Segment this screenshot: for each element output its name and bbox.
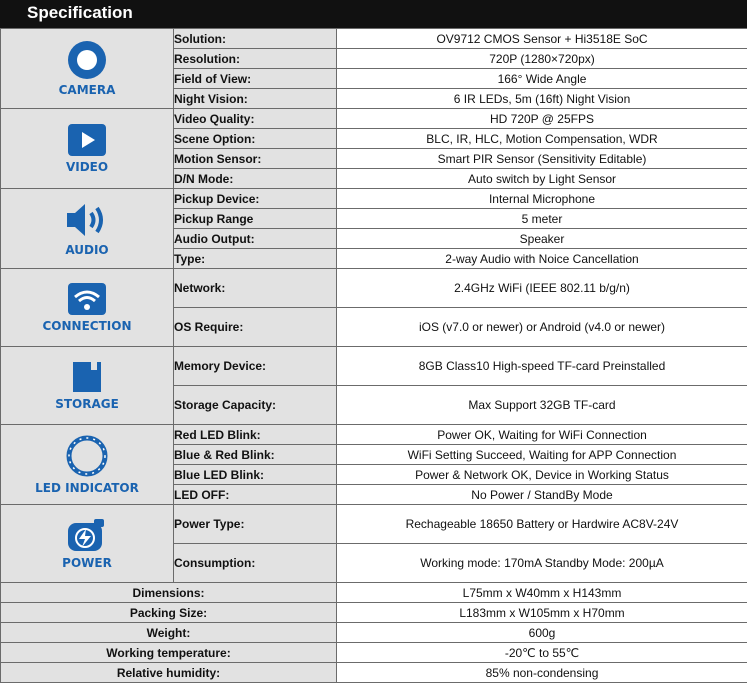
- spec-label: Night Vision:: [174, 89, 337, 109]
- spec-label: Consumption:: [174, 544, 337, 583]
- wifi-icon: [1, 282, 173, 316]
- spec-label: Audio Output:: [174, 229, 337, 249]
- spec-label: Field of View:: [174, 69, 337, 89]
- spec-row: [1, 347, 747, 386]
- spec-row: [1, 269, 747, 308]
- category-cell: [1, 29, 174, 109]
- spec-label: Blue LED Blink:: [174, 465, 337, 485]
- spec-value: Speaker: [337, 229, 747, 249]
- spec-label: Network:: [174, 269, 337, 308]
- general-row: [1, 583, 747, 603]
- spec-label: Storage Capacity:: [174, 386, 337, 425]
- spec-value: 5 meter: [337, 209, 747, 229]
- category-cell: [1, 189, 174, 269]
- spec-row: [1, 425, 747, 445]
- page-title: Specification: [27, 3, 133, 23]
- spec-value: Max Support 32GB TF-card: [337, 386, 747, 425]
- category-label: STORAGE: [1, 397, 173, 411]
- spec-label: Solution:: [174, 29, 337, 49]
- spec-row: [1, 29, 747, 49]
- spec-value: HD 720P @ 25FPS: [337, 109, 747, 129]
- spec-value: 600g: [337, 623, 747, 643]
- general-row: [1, 603, 747, 623]
- spec-value: iOS (v7.0 or newer) or Android (v4.0 or newer): [337, 308, 747, 347]
- spec-value: Internal Microphone: [337, 189, 747, 209]
- spec-value: 85% non-condensing: [337, 663, 747, 683]
- spec-row: [1, 109, 747, 129]
- category-cell: [1, 425, 174, 505]
- spec-label: Power Type:: [174, 505, 337, 544]
- spec-label: LED OFF:: [174, 485, 337, 505]
- spec-label: Resolution:: [174, 49, 337, 69]
- spec-label: Scene Option:: [174, 129, 337, 149]
- led-ring-icon: [1, 434, 173, 478]
- spec-label: Dimensions:: [1, 583, 337, 603]
- category-cell: [1, 269, 174, 347]
- spec-value: 2.4GHz WiFi (IEEE 802.11 b/g/n): [337, 269, 747, 308]
- battery-icon: [1, 517, 173, 553]
- spec-value: Auto switch by Light Sensor: [337, 169, 747, 189]
- general-row: [1, 643, 747, 663]
- spec-value: 2-way Audio with Noice Cancellation: [337, 249, 747, 269]
- spec-value: 6 IR LEDs, 5m (16ft) Night Vision: [337, 89, 747, 109]
- spec-value: BLC, IR, HLC, Motion Compensation, WDR: [337, 129, 747, 149]
- category-label: LED INDICATOR: [1, 481, 173, 495]
- spec-label: D/N Mode:: [174, 169, 337, 189]
- category-label: CAMERA: [1, 83, 173, 97]
- spec-value: WiFi Setting Succeed, Waiting for APP Connection: [337, 445, 747, 465]
- spec-value: 720P (1280×720px): [337, 49, 747, 69]
- spec-label: Pickup Device:: [174, 189, 337, 209]
- spec-label: Relative humidity:: [1, 663, 337, 683]
- general-row: [1, 663, 747, 683]
- spec-label: Video Quality:: [174, 109, 337, 129]
- spec-label: Type:: [174, 249, 337, 269]
- spec-label: Memory Device:: [174, 347, 337, 386]
- spec-value: Power OK, Waiting for WiFi Connection: [337, 425, 747, 445]
- spec-value: No Power / StandBy Mode: [337, 485, 747, 505]
- spec-header: [0, 0, 747, 28]
- spec-row: [1, 505, 747, 544]
- category-cell: [1, 505, 174, 583]
- spec-value: 8GB Class10 High-speed TF-card Preinstalled: [337, 347, 747, 386]
- category-label: CONNECTION: [1, 319, 173, 333]
- spec-label: OS Require:: [174, 308, 337, 347]
- spec-label: Pickup Range: [174, 209, 337, 229]
- category-label: AUDIO: [1, 243, 173, 257]
- spec-value: -20℃ to 55℃: [337, 643, 747, 663]
- category-label: POWER: [1, 556, 173, 570]
- play-icon: [1, 123, 173, 157]
- spec-value: Rechageable 18650 Battery or Hardwire AC8V-24V: [337, 505, 747, 544]
- spec-label: Weight:: [1, 623, 337, 643]
- spec-label: Red LED Blink:: [174, 425, 337, 445]
- category-cell: [1, 347, 174, 425]
- spec-value: L75mm x W40mm x H143mm: [337, 583, 747, 603]
- speaker-icon: [1, 200, 173, 240]
- spec-label: Blue & Red Blink:: [174, 445, 337, 465]
- camera-icon: [1, 40, 173, 80]
- spec-table: [0, 28, 747, 683]
- spec-label: Working temperature:: [1, 643, 337, 663]
- spec-label: Motion Sensor:: [174, 149, 337, 169]
- category-cell: [1, 109, 174, 189]
- spec-value: Power & Network OK, Device in Working Status: [337, 465, 747, 485]
- spec-value: OV9712 CMOS Sensor + Hi3518E SoC: [337, 29, 747, 49]
- spec-value: Working mode: 170mA Standby Mode: 200µA: [337, 544, 747, 583]
- memory-card-icon: [1, 360, 173, 394]
- category-label: VIDEO: [1, 160, 173, 174]
- general-row: [1, 623, 747, 643]
- spec-value: Smart PIR Sensor (Sensitivity Editable): [337, 149, 747, 169]
- spec-value: L183mm x W105mm x H70mm: [337, 603, 747, 623]
- spec-row: [1, 189, 747, 209]
- spec-label: Packing Size:: [1, 603, 337, 623]
- spec-value: 166° Wide Angle: [337, 69, 747, 89]
